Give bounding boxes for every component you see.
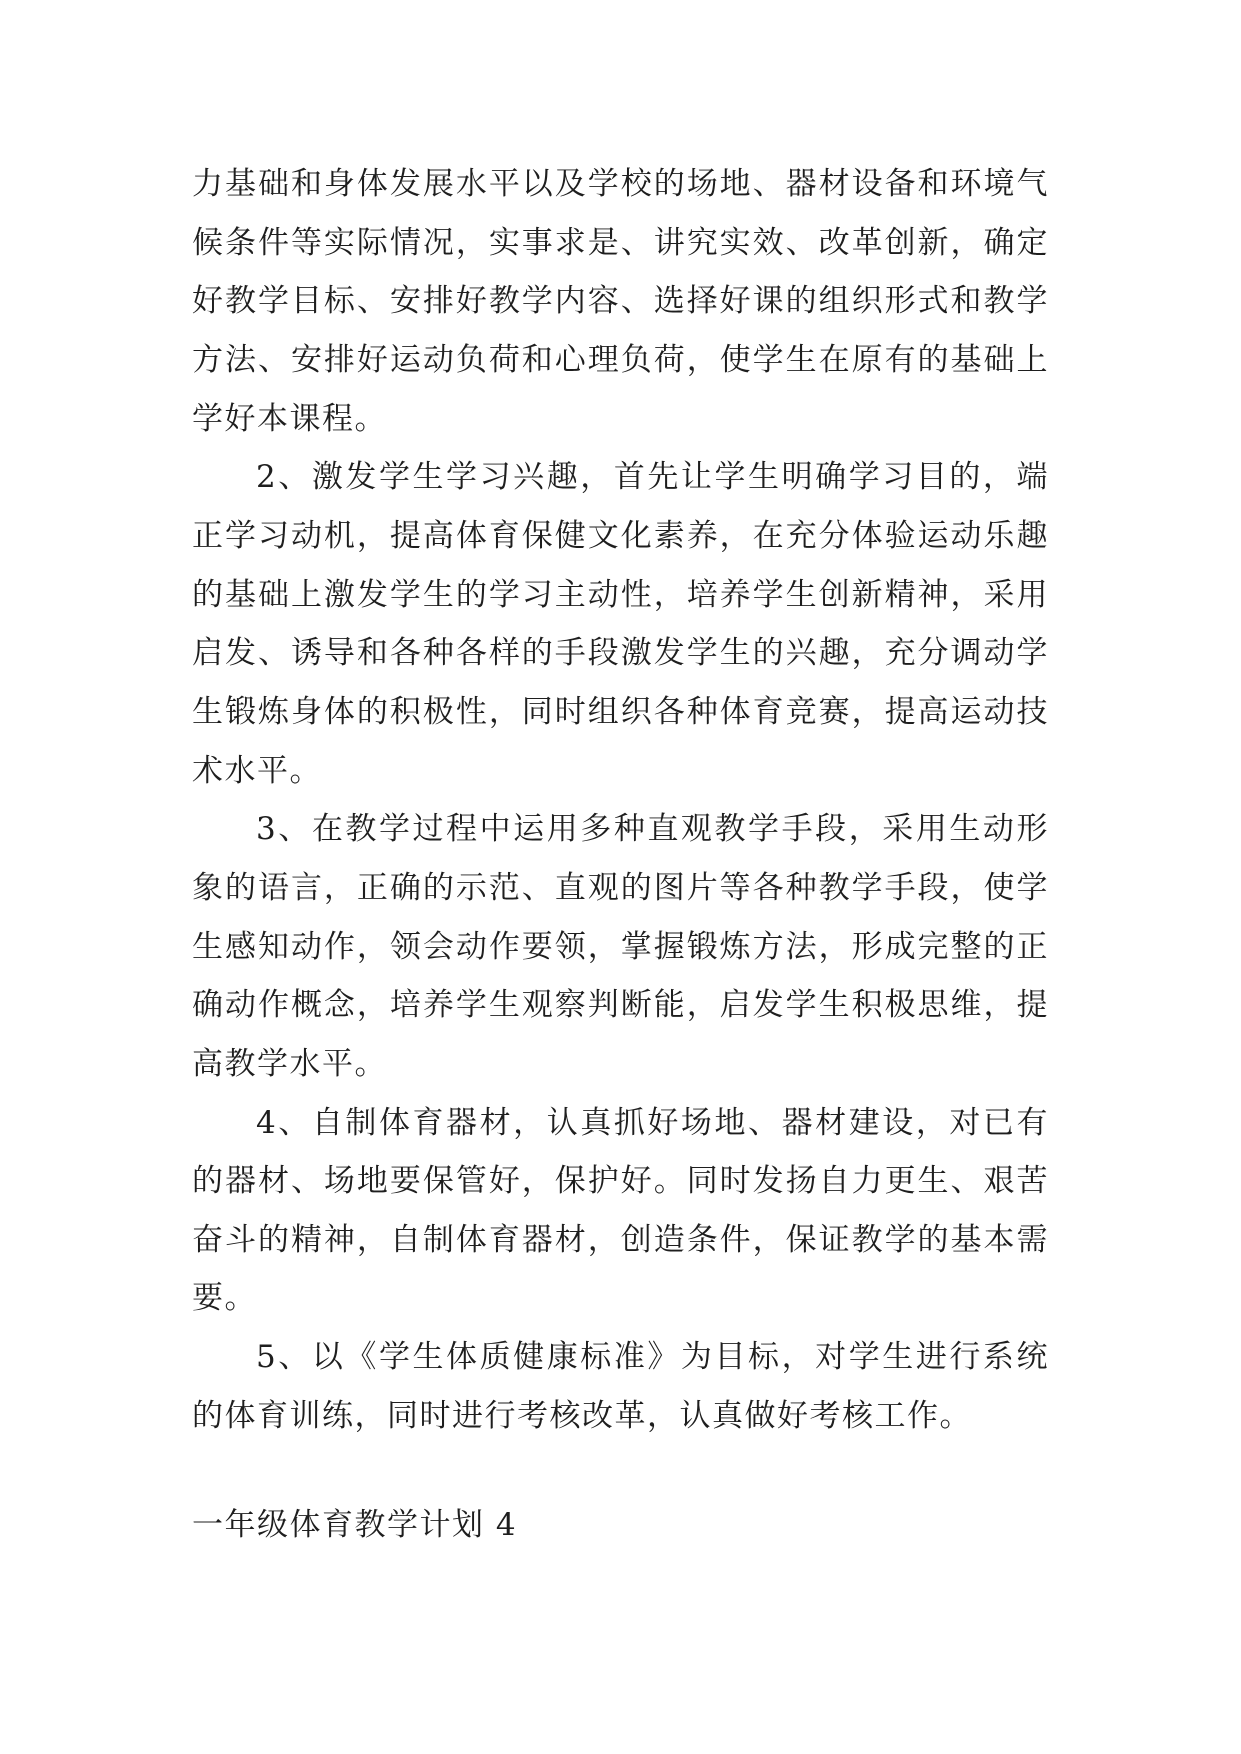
paragraph-line: 高教学水平。: [192, 1045, 387, 1082]
paragraph-line: 生锻炼身体的积极性，同时组织各种体育竞赛，提高运动技: [192, 693, 1049, 730]
paragraph-line: 要。: [192, 1280, 257, 1317]
paragraph-line: 奋斗的精神，自制体育器材，创造条件，保证教学的基本需: [192, 1221, 1049, 1258]
paragraph-line: 好教学目标、安排好教学内容、选择好课的组织形式和教学: [192, 283, 1049, 320]
paragraph-line: 术水平。: [192, 752, 322, 789]
paragraph-line: 启发、诱导和各种各样的手段激发学生的兴趣，充分调动学: [192, 635, 1049, 672]
paragraph-line: 的器材、场地要保管好，保护好。同时发扬自力更生、艰苦: [192, 1163, 1049, 1200]
paragraph-line: 学好本课程。: [192, 400, 387, 437]
paragraph-line: 力基础和身体发展水平以及学校的场地、器材设备和环境气: [192, 166, 1049, 202]
paragraph-item-4: [192, 1094, 1049, 1329]
paragraph-line: 2、激发学生学习兴趣，首先让学生明确学习目的，端: [256, 459, 1049, 496]
paragraph-line: 的基础上激发学生的学习主动性，培养学生创新精神，采用: [192, 576, 1049, 613]
paragraph-item-5: [192, 1328, 1049, 1445]
paragraph-line: 正学习动机，提高体育保健文化素养，在充分体验运动乐趣: [192, 517, 1049, 554]
paragraph-item-2: [192, 448, 1049, 800]
paragraph-line: 候条件等实际情况，实事求是、讲究实效、改革创新，确定: [192, 224, 1049, 261]
paragraph-continued: [192, 155, 1049, 448]
paragraph-line: 5、以《学生体质健康标准》为目标，对学生进行系统: [256, 1339, 1049, 1376]
paragraph-line: 确动作概念，培养学生观察判断能，启发学生积极思维，提: [192, 987, 1049, 1024]
paragraph-line: 象的语言，正确的示范、直观的图片等各种教学手段，使学: [192, 869, 1049, 906]
document-body: [192, 155, 1049, 1555]
section-heading: 一年级体育教学计划 4: [192, 1507, 518, 1544]
paragraph-line: 3、在教学过程中运用多种直观教学手段，采用生动形: [256, 811, 1049, 848]
paragraph-item-3: [192, 800, 1049, 1093]
paragraph-line: 4、自制体育器材，认真抓好场地、器材建设，对已有: [256, 1104, 1049, 1141]
paragraph-line: 生感知动作，领会动作要领，掌握锻炼方法，形成完整的正: [192, 928, 1049, 965]
paragraph-line: 方法、安排好运动负荷和心理负荷，使学生在原有的基础上: [192, 341, 1049, 378]
paragraph-line: 的体育训练，同时进行考核改革，认真做好考核工作。: [192, 1397, 972, 1434]
